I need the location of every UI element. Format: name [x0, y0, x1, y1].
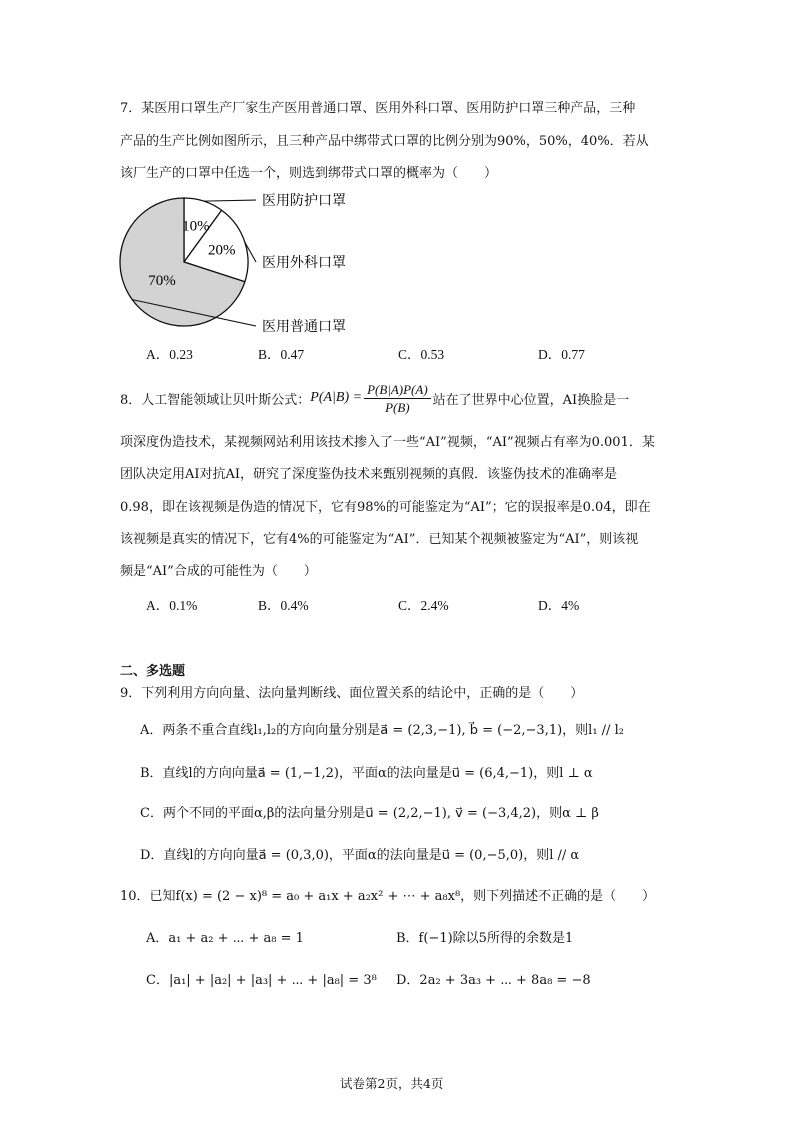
q7-line1: 7．某医用口罩生产厂家生产医用普通口罩、医用外科口罩、医用防护口罩三种产品，三种	[120, 101, 636, 116]
bayes-numerator: P(B|A)P(A)	[364, 381, 431, 399]
pie-value-label-1: 10%	[182, 218, 210, 235]
bayes-fraction	[364, 381, 431, 416]
q8-prefix: 8．人工智能领域让贝叶斯公式：	[120, 392, 311, 408]
q8-option-c: C．2.4%	[398, 598, 449, 613]
q10-option-b: B．f(−1)除以5所得的余数是1	[396, 931, 574, 946]
pie-value-label-3: 70%	[148, 273, 176, 289]
q8-option-b: B．0.4%	[258, 598, 309, 613]
pie-value-label-2: 20%	[207, 242, 236, 259]
q8-line2: 项深度伪造技术，某视频网站利用该技术掺入了一些“AI”视频，“AI”视频占有率为0.001．某	[120, 435, 655, 450]
q7-option-d: D．0.77	[538, 347, 585, 362]
q9-option-b: B．直线l的方向向量a⃗ = (1,−1,2)，平面α的法向量是u⃗ = (6,4,−1)，则l ⊥ α	[140, 766, 593, 781]
q10-option-c: C．|a₁| + |a₂| + |a₃| + ⋯ + |a₈| = 3⁸	[146, 973, 377, 988]
q8-option-a: A．0.1%	[146, 598, 198, 613]
bayes-denominator: P(B)	[385, 399, 410, 415]
q8-line6: 频是“AI”合成的可能性为（ ）	[120, 564, 317, 579]
page-footer: 试卷第2页，共4页	[340, 1076, 444, 1091]
q8-line4: 0.98，即在该视频是伪造的情况下，它有98%的可能鉴定为“AI”；它的误报率是0.04，即在	[120, 500, 651, 515]
section-title: 二、多选题	[120, 664, 186, 679]
pie-chart	[110, 186, 370, 338]
q7-line3: 该厂生产的口罩中任选一个，则选到绑带式口罩的概率为（ ）	[120, 166, 498, 181]
q9-option-c: C．两个不同的平面α,β的法向量分别是u⃗ = (2,2,−1), v⃗ = (−3,4,2)，则α ⊥ β	[140, 806, 599, 821]
q9-option-d: D．直线l的方向向量a⃗ = (0,3,0)，平面α的法向量是u⃗ = (0,−5,0)，则l // α	[140, 848, 580, 863]
q8-line5: 该视频是真实的情况下，它有4%的可能鉴定为“AI”．已知某个视频被鉴定为“AI”，则该视	[120, 532, 639, 547]
q10-stem: 10．已知f(x) = (2 − x)⁸ = a₀ + a₁x + a₂x² + ⋯ + a₈x⁸，则下列描述不正确的是（ ）	[120, 889, 656, 904]
q9-stem: 9．下列利用方向向量、法向量判断线、面位置关系的结论中，正确的是（ ）	[120, 686, 584, 701]
q8-line1	[120, 378, 629, 418]
pie-category-label-3: 医用普通口罩	[262, 319, 346, 335]
q8-formula-lhs: P(A|B) =	[310, 390, 363, 405]
q9-option-a: A．两条不重合直线l₁,l₂的方向向量分别是a⃗ = (2,3,−1), b⃗ = (−2,−3,1)，则l₁ // l₂	[140, 723, 624, 738]
q10-option-d: D．2a₂ + 3a₃ + ⋯ + 8a₈ = −8	[396, 973, 591, 988]
q7-option-c: C．0.53	[398, 347, 445, 362]
q8-suffix: 站在了世界中心位置，AI换脸是一	[432, 392, 630, 408]
q8-line3: 团队决定用AI对抗AI，研究了深度鉴伪技术来甄别视频的真假．该鉴伪技术的准确率是	[120, 467, 618, 482]
pie-leader-line-1	[204, 200, 256, 201]
q8-option-d: D．4%	[538, 598, 580, 613]
pie-category-label-2: 医用外科口罩	[262, 255, 346, 271]
q7-option-a: A．0.23	[146, 347, 193, 362]
q10-option-a: A．a₁ + a₂ + ⋯ + a₈ = 1	[146, 931, 304, 946]
pie-category-label-1: 医用防护口罩	[262, 193, 346, 209]
q7-option-b: B．0.47	[258, 347, 305, 362]
q7-line2: 产品的生产比例如图所示，且三种产品中绑带式口罩的比例分别为90%，50%，40%．若从	[120, 134, 649, 149]
